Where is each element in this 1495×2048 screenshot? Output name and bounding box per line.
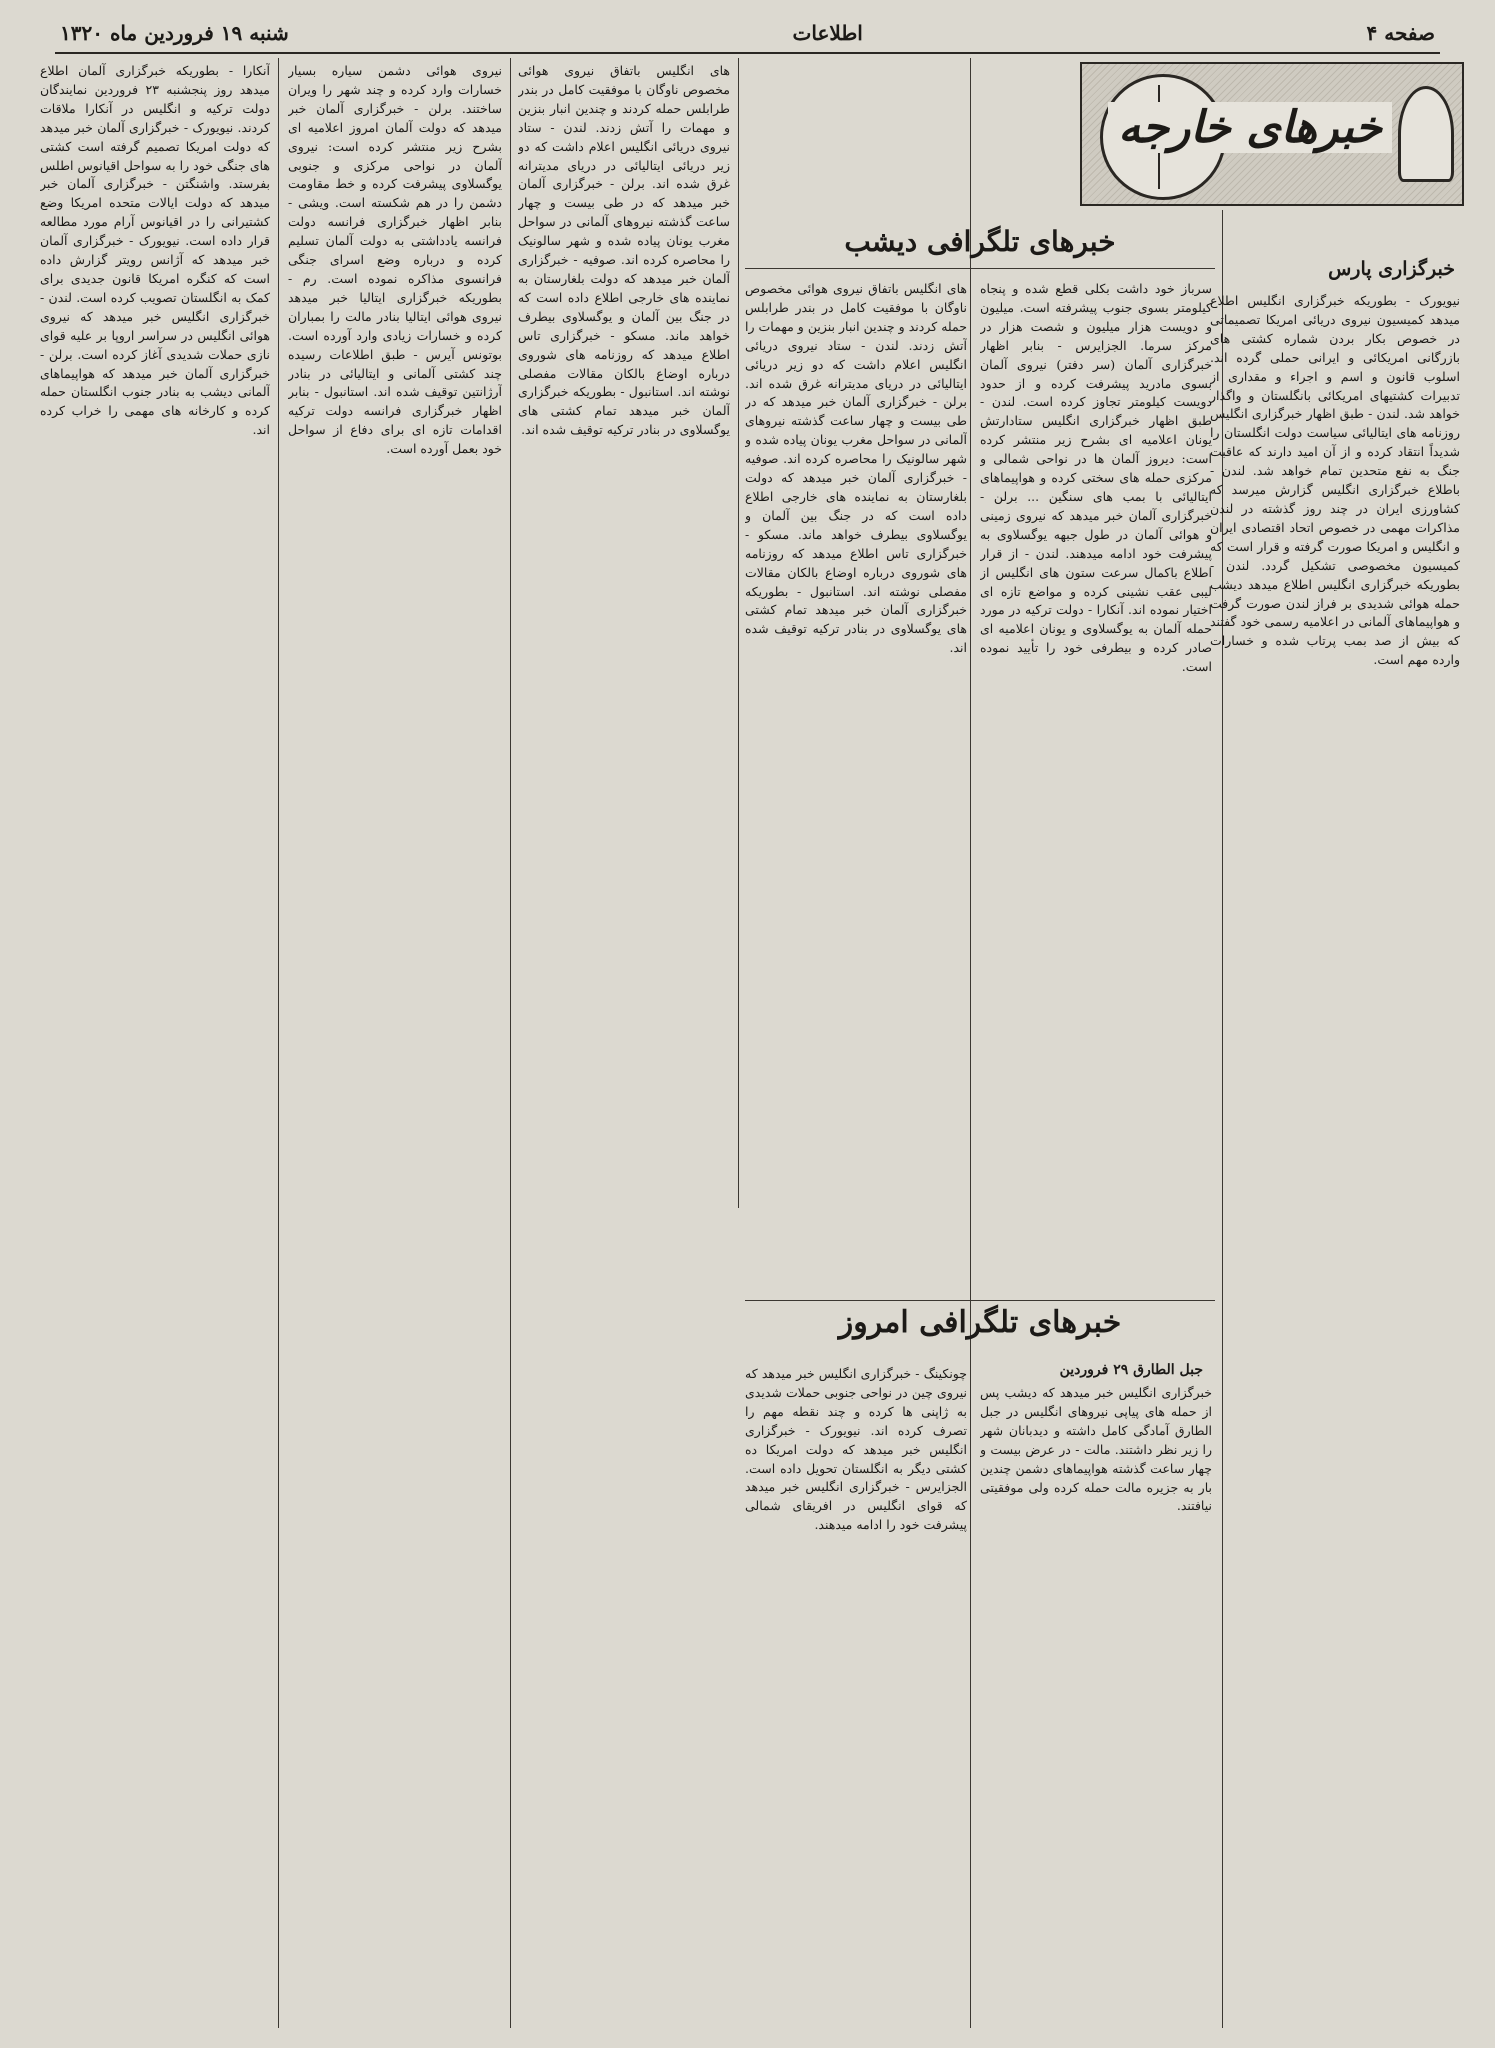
article-column-2: سرباز خود داشت بکلی قطع شده و پنجاه کیلومتر بسوی جنوب پیشرفته است. میلیون و دویست هزار میلیون و شصت هزار در مرکز سرما. الجزایرس - بنابر اظهار خبرگزاری آلمان (سر دفتر) نیروی آلمان بسوی مادرید پیشرفت کرده و از حدود دویست کیلومتر تجاوز کرده است. لندن - طبق اظهار خبرگزاری انگلیس ستادارتش یونان اعلامیه ای بشرح زیر منتشر کرده است: دیروز آلمان ها در نواحی شمالی و مرکزی حمله های سختی کرده و هواپیماهای ایتالیائی با بمب های سنگین ... برلن - خبرگزاری آلمان خبر میدهد که نیروی زمینی و هوائی آلمان در طول جبهه یوگسلاوی به پیشرفت خود ادامه میدهند. لندن - از قرار اطلاع باکمال سرعت ستون های انگلیس از لیبی عقب نشینی کرده و مواضع تازه ای اختیار نموده اند. آنکارا - دولت ترکیه در مورد حمله آلمان به یوگسلاوی و یونان اعلامیه ای صادر کرده و بیطرفی خود را تأیید نموده است. — [980, 281, 1212, 675]
headline-today: خبرهای تلگرافی امروز — [838, 1305, 1122, 1340]
section-heading-pars: خبرگزاری پارس — [1328, 258, 1455, 280]
column-divider — [510, 58, 511, 2028]
column-divider — [278, 58, 279, 2028]
headline-rule — [745, 268, 1215, 269]
page-number: صفحه ۴ — [1366, 21, 1435, 45]
today-article-b: چونکینگ - خبرگزاری انگلیس خبر میدهد که نیروی چین در نواحی جنوبی حملات شدیدی به ژاپنی ها کرده و چند نقطه مهم را تصرف کرده اند. نیویورک - خبرگزاری انگلیس خبر میدهد که دولت امریکا ده کشتی دیگر به انگلستان تحویل داده است. الجزایرس - خبرگزاری انگلیس خبر میدهد که قوای انگلیس در افریقای شمالی پیشرفت خود را ادامه میدهند. — [745, 1366, 967, 1533]
section-rule — [745, 1300, 1215, 1301]
newspaper-name: اطلاعات — [792, 21, 863, 45]
banner-title: خبرهای خارجه — [1108, 102, 1392, 153]
today-article-a: خبرگزاری انگلیس خبر میدهد که دیشب پس از حمله های پیاپی نیروهای انگلیس در جبل الطارق آمادگی کامل داشته و دیدبانان شهر را زیر نظر داشتند. مالت - در عرض بیست و چهار ساعت گذشته هواپیماهای دشمن چندین بار به جزیره مالت حمله کرده ولی موفقیتی نیافتند. — [980, 1385, 1212, 1514]
header-rule — [55, 52, 1440, 54]
article-column-6: آنکارا - بطوریکه خبرگزاری آلمان اطلاع میدهد روز پنجشنبه ۲۳ فروردین نمایندگان دولت ترکیه و انگلیس در آنکارا ملاقات کردند. نیویورک - خبرگزاری آلمان خبر میدهد که دولت امریکا تصمیم گرفته است کشتی های جنگی خود را به سواحل اقیانوس اطلس بفرستد. واشنگتن - خبرگزاری آلمان خبر میدهد که دولت ایالات متحده امریکا وضع کشتیرانی را در اقیانوس آرام مورد مطالعه قرار داده است. نیویورک - خبرگزاری آلمان خبر میدهد که آژانس رویتر گزارش داده است که کنگره امریکا قانون جدیدی برای کمک به انگلستان تصویب کرده است. لندن - خبرگزاری انگلیس خبر میدهد که نیروی هوائی انگلیس در سراسر اروپا بر علیه قوای نازی حملات شدیدی آغاز کرده است. برلن - خبرگزاری آلمان خبر میدهد که هواپیماهای آلمانی دیشب به بنادر جنوب انگلستان حمله کرده و کارخانه های مهمی را خراب کرده اند. — [40, 63, 270, 438]
column-divider — [738, 58, 739, 1208]
gramophone-horn-icon — [1398, 86, 1454, 182]
article-column-5: نیروی هوائی دشمن سیاره بسیار خسارات وارد کرده و چند شهر را ویران ساختند. برلن - خبرگزاری آلمان خبر میدهد که دولت آلمان امروز اعلامیه ای بشرح زیر منتشر کرده است: نیروی آلمان در نواحی مرکزی و جنوبی یوگسلاوی پیشرفت کرده و خط مقاومت دشمن را در هم شکسته است. ویشی - بنابر اظهار خبرگزاری فرانسه دولت فرانسه یادداشتی به دولت آلمان تسلیم کرده و درباره وضع اسرای جنگی فرانسوی مذاکره نموده است. رم - بطوریکه خبرگزاری ایتالیا خبر میدهد نیروی هوائی ایتالیا بنادر مالت را بمباران کرده و خسارات زیادی وارد آورده است. بوتونس آیرس - طبق اطلاعات رسیده چند کشتی آلمانی و ایتالیائی در بنادر آرژانتین توقیف شده اند. استانبول - بنابر اظهار خبرگزاری فرانسه دولت ترکیه اقدامات تازه ای برای دفاع از سواحل خود بعمل آورده است. — [288, 63, 502, 457]
article-column-4: های انگلیس باتفاق نیروی هوائی مخصوص ناوگان با موفقیت کامل در بندر طرابلس حمله کردند و چندین انبار بنزین و مهمات را آتش زدند. لندن - ستاد نیروی دریائی انگلیس اعلام داشت که دو زیر دریائی ایتالیائی در دریای مدیترانه غرق شده اند. برلن - خبرگزاری آلمان خبر میدهد که در طی بیست و چهار ساعت گذشته نیروهای آلمانی در سواحل مغرب یونان پیاده شده و شهر سالونیک را محاصره کرده اند. صوفیه - خبرگزاری آلمان خبر میدهد که دولت بلغارستان به نماینده های خارجی اطلاع داده است که در جنگ بین آلمان و یوگسلاوی بیطرف خواهد ماند. مسکو - خبرگزاری تاس اطلاع میدهد که روزنامه های شوروی درباره اوضاع بالکان مقالات مفصلی نوشته اند. استانبول - بطوریکه خبرگزاری آلمان خبر میدهد تمام کشتی های یوگسلاوی در بنادر ترکیه توقیف شده اند. — [518, 63, 730, 438]
page-header — [60, 18, 1435, 48]
issue-date: شنبه ۱۹ فروردین ماه ۱۳۲۰ — [60, 21, 289, 45]
foreign-news-banner — [1080, 62, 1464, 206]
article-column-1: نیویورک - بطوریکه خبرگزاری انگلیس اطلاع میدهد کمیسیون نیروی دریائی امریکا تصمیماتی در خصوص بکار بردن شماره کشتی های بازرگانی امریکائی و ایرانی حملی گرده اند. اسلوب قانون و اسم و اجراء و مقداری از تدبیرات کشتیهای امریکائی بانگلستان و واگذار خواهد شد. لندن - طبق اظهار خبرگزاری انگلیس روزنامه های ایتالیائی سیاست دولت انگلستان را شدیداً انتقاد کرده و از آن امید دارند که عاقبت جنگ به نفع متحدین تمام خواهد شد. لندن - باطلاع خبرگزاری انگلیس گزارش میرسد که کشاورزی ایران در چند روز گذشته در لندن مذاکرات مهمی در خصوص اتحاد اقتصادی ایران و انگلیس و امریکا صورت گرفته و قرار است که کمیسیون مخصوصی تشکیل گردد. لندن - بطوریکه خبرگزاری انگلیس اطلاع میدهد دیشب حمله هوائی شدیدی بر فراز لندن صورت گرفت و هواپیماهای آلمانی در اعلامیه رسمی خود گفتند که بیش از صد بمب پرتاب شده و خسارات وارده مهم است. — [1210, 293, 1460, 668]
dateline-jabal: جبل الطارق ۲۹ فروردین — [1059, 1362, 1203, 1378]
article-column-3: های انگلیس باتفاق نیروی هوائی مخصوص ناوگان با موفقیت کامل در بندر طرابلس حمله کردند و چندین انبار بنزین و مهمات را آتش زدند. لندن - ستاد نیروی دریائی انگلیس اعلام داشت که دو زیر دریائی ایتالیائی در دریای مدیترانه غرق شده اند. برلن - خبرگزاری آلمان خبر میدهد که در طی بیست و چهار ساعت گذشته نیروهای آلمانی در سواحل مغرب یونان پیاده شده و شهر سالونیک را محاصره کرده اند. صوفیه - خبرگزاری آلمان خبر میدهد که دولت بلغارستان به نماینده های خارجی اطلاع داده است که در جنگ بین آلمان و یوگسلاوی بیطرف خواهد ماند. مسکو - خبرگزاری تاس اطلاع میدهد که روزنامه های شوروی درباره اوضاع بالکان مقالات مفصلی نوشته اند. استانبول - بطوریکه خبرگزاری آلمان خبر میدهد تمام کشتی های یوگسلاوی در بنادر ترکیه توقیف شده اند. — [745, 281, 967, 656]
headline-last-night: خبرهای تلگرافی دیشب — [844, 225, 1116, 258]
column-divider — [970, 58, 971, 2028]
